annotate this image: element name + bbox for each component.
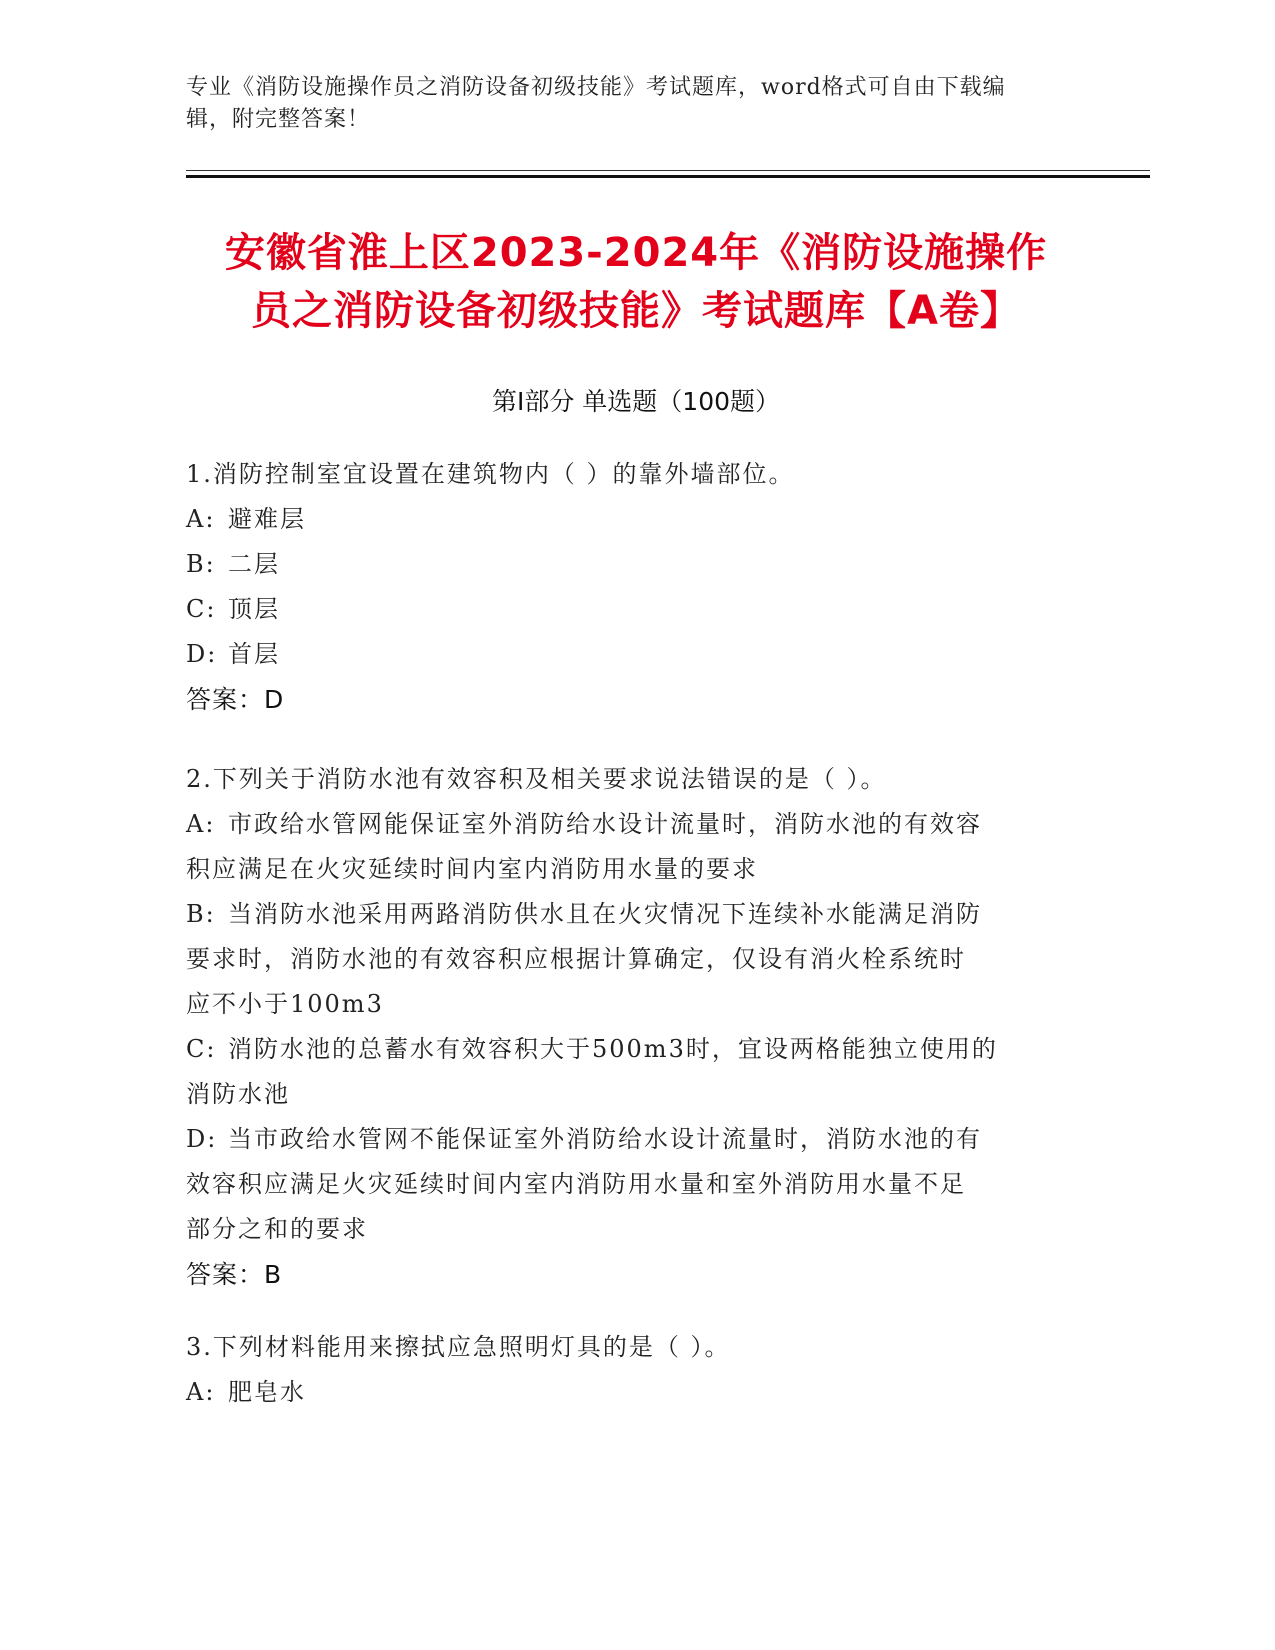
option-text: 避难层	[228, 505, 306, 533]
header-note-line: 专业《消防设施操作员之消防设备初级技能》考试题库，word格式可自由下载编	[186, 75, 1006, 100]
option-label: A:	[186, 505, 216, 533]
option-text: 市政给水管网能保证室外消防给水设计流量时，消防水池的有效容	[228, 810, 982, 838]
header-divider-thin	[186, 170, 1150, 171]
option-text: 顶层	[228, 595, 280, 623]
option-text: 当市政给水管网不能保证室外消防给水设计流量时，消防水池的有	[228, 1125, 982, 1153]
option-d	[186, 632, 1086, 677]
option-label: B:	[186, 550, 216, 578]
answer-line: 答案：D	[186, 685, 285, 714]
option-label: C:	[186, 1035, 217, 1063]
option-d	[186, 1117, 1086, 1162]
answer-line: 答案：B	[186, 1260, 283, 1289]
option-text-continued: 积应满足在火灾延续时间内室内消防用水量的要求	[186, 855, 758, 883]
option-label: B:	[186, 900, 216, 928]
document-title	[186, 224, 1086, 340]
option-text-continued: 消防水池	[186, 1080, 290, 1108]
question-block-1	[186, 452, 1086, 722]
option-text-continued: 要求时，消防水池的有效容积应根据计算确定，仅设有消火栓系统时	[186, 945, 966, 973]
question-block-2	[186, 757, 1086, 1297]
question-stem: 1.消防控制室宜设置在建筑物内（ ）的靠外墙部位。	[186, 460, 795, 488]
option-text: 消防水池的总蓄水有效容积大于500m3时，宜设两格能独立使用的	[228, 1035, 998, 1063]
option-text: 二层	[228, 550, 280, 578]
option-text: 肥皂水	[228, 1378, 306, 1406]
question-stem: 3.下列材料能用来擦拭应急照明灯具的是（ ）。	[186, 1333, 731, 1361]
option-text-continued: 效容积应满足火灾延续时间内室内消防用水量和室外消防用水量不足	[186, 1170, 966, 1198]
option-c	[186, 1027, 1086, 1072]
title-line: 员之消防设备初级技能》考试题库【A卷】	[251, 288, 1021, 334]
header-divider-thick	[186, 175, 1150, 178]
option-label: A:	[186, 1378, 216, 1406]
option-a	[186, 497, 1086, 542]
option-text: 当消防水池采用两路消防供水且在火灾情况下连续补水能满足消防	[228, 900, 982, 928]
question-block-3	[186, 1325, 1086, 1415]
option-text-continued: 应不小于100m3	[186, 990, 384, 1018]
section-heading: 第Ⅰ部分 单选题（100题）	[491, 387, 781, 416]
option-a	[186, 802, 1086, 847]
title-line: 安徽省淮上区2023-2024年《消防设施操作	[224, 230, 1048, 276]
header-note	[186, 72, 1066, 136]
option-a	[186, 1370, 1086, 1415]
option-text-continued: 部分之和的要求	[186, 1215, 368, 1243]
option-label: C:	[186, 595, 217, 623]
option-label: D:	[186, 640, 218, 668]
question-stem: 2.下列关于消防水池有效容积及相关要求说法错误的是（ ）。	[186, 765, 887, 793]
option-c	[186, 587, 1086, 632]
option-b	[186, 892, 1086, 937]
header-note-line: 辑，附完整答案！	[186, 107, 371, 132]
option-b	[186, 542, 1086, 587]
option-text: 首层	[228, 640, 280, 668]
option-label: D:	[186, 1125, 218, 1153]
option-label: A:	[186, 810, 216, 838]
